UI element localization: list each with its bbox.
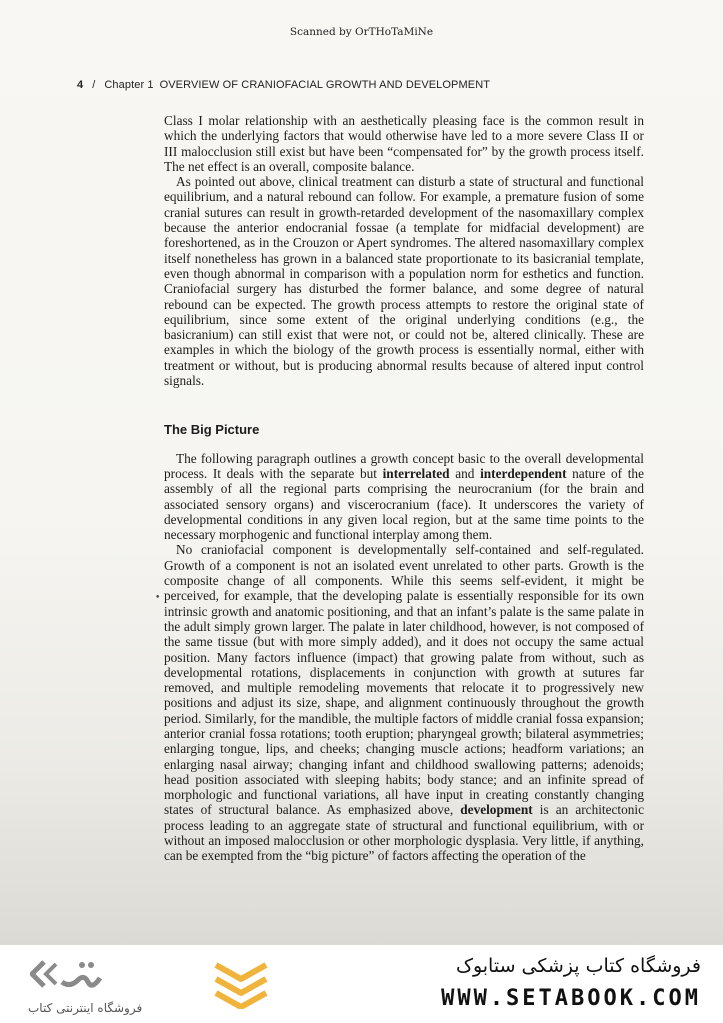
- chapter-title: OVERVIEW OF CRANIOFACIAL GROWTH AND DEVELOPMENT: [159, 79, 491, 91]
- scan-credit: Scanned by OrTHoTaMiNe: [289, 26, 434, 38]
- section-heading: The Big Picture: [164, 422, 260, 438]
- paragraph-3-text: and: [449, 465, 481, 481]
- body-text: [164, 113, 644, 864]
- separator: /: [92, 79, 96, 91]
- paragraph-3-text: The following paragraph outlines a growth concept basic to the overall developmental process. It deals with the separate but: [164, 450, 644, 481]
- bold-term-development: development: [460, 802, 533, 818]
- chapter-label: Chapter 1: [104, 79, 154, 91]
- bold-term-interdependent: interdependent: [480, 465, 567, 481]
- paragraph-1: Class I molar relationship with an aesthetically pleasing face is the common result in which the underlying factors that would otherwise have led to a more severe Class II or III malocclusion still exist but have been “compensated for” by the growth process itself. The net effect is an overall, composite balance.: [164, 113, 644, 174]
- paragraph-3: [164, 451, 644, 543]
- running-head: [77, 79, 677, 91]
- paragraph-4-text: No craniofacial component is developmentally self-contained and self-regulated. Growth of a component is not an isolated event unrelated to other parts. Growth is the composite change of all components. While this seems self-evident, it might be perceived, for example, that the developing palate is essentially responsible for its own intrinsic growth and anatomic positioning, and that an infant’s palate is the same palate in the adult simply grown larger. The palate in later childhood, however, is not composed of the same tissue (but with more simply added), and it does not occupy the same actual position. Many factors influence (impact) that growing palate from without, such as developmental rotations, displacements in conjunction with growth at sutures far removed, and multiple remodeling movements that relocate it to progressively new positions and adjust its size, shape, and alignment continuously throughout the growth period. Similarly, for the mandible, the multiple factors of middle cranial fossa expansion; anterior cranial fossa rotations; tooth eruption; pharyngeal growth; bilateral asymmetries; enlarging tongue, lips, and cheeks; changing muscle actions; headform variations; an enlarging nasal airway; changing infant and childhood swallowing patterns; adenoids; head position associated with sleeping habits; body stance; and an infinite spread of morphologic and functional variations, all have input in creating constantly changing states of structural balance. As emphasized above,: [164, 542, 644, 818]
- page-number: 4: [77, 79, 84, 91]
- paragraph-4-text: is an architectonic process leading to an aggregate state of structural and functional equilibrium, with or without an imposed malocclusion or other morphologic dysplasia. Very little, if anything, can be exempted from the “big picture” of factors affecting the operation of the: [164, 802, 644, 864]
- store-website-link[interactable]: WWW.SETABOOK.COM: [441, 986, 701, 1011]
- book-stack-icon: [212, 957, 270, 1009]
- bold-term-interrelated: interrelated: [382, 465, 450, 481]
- logo-subtitle: فروشگاه اینترنتی کتاب: [28, 1001, 143, 1015]
- paragraph-2: As pointed out above, clinical treatment can disturb a state of structural and functional equilibrium, and a natural rebound can follow. For example, a premature fusion of some cranial sutures can result in growth-retarded development of the nasomaxillary complex because the anterior endocranial fossae (a template for midfacial development) are foreshortened, as in the Crouzon or Apert syndromes. The altered nasomaxillary complex itself nonetheless has grown in a balanced state proportionate to its basicranial template, even though abnormal in comparison with a population norm for esthetics and function. Craniofacial surgery has disturbed the former balance, and some degree of natural rebound can be expected. The growth process attempts to restore the original state of equilibrium, since some extent of the original underlying conditions (e.g., the basicranium) can still exist that were not, or could not be, altered clinically. These are examples in which the biology of the growth process is essentially normal, either with treatment or without, but is producing abnormal results because of altered input control signals.: [164, 174, 644, 389]
- scan-mark: •: [155, 593, 161, 603]
- paragraph-4: [164, 542, 644, 863]
- store-name: فروشگاه کتاب پزشکی ستابوک: [455, 955, 701, 977]
- publisher-banner: [0, 945, 723, 1023]
- setabook-logo: [30, 956, 104, 998]
- paragraph-3-text: nature of the assembly of all the regional parts comprising the neurocranium (for the brain and associated sensory organs) and viscerocranium (face). It underscores the variety of developmental conditions in any given local region, but at the same time points to the necessary morphogenic and functional interplay among them.: [164, 465, 644, 543]
